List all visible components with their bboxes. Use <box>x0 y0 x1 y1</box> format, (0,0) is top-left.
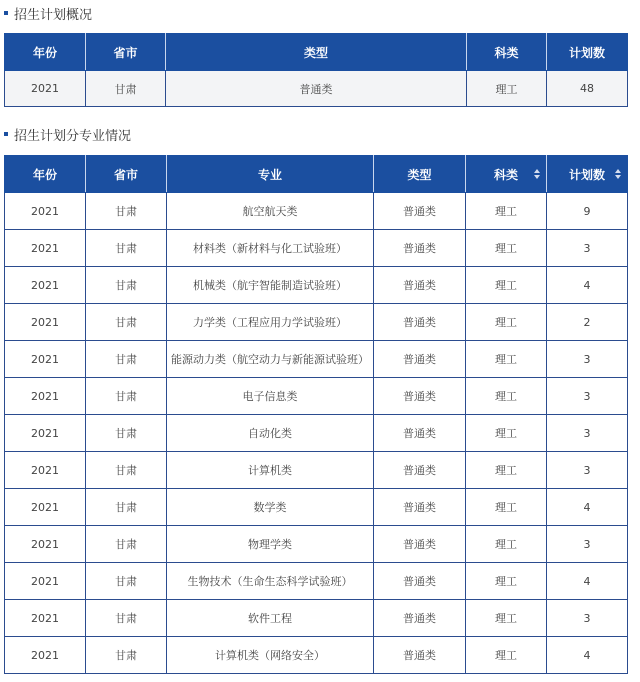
table-row <box>5 230 628 267</box>
cell-major: 材料类（新材料与化工试验班） <box>167 230 374 267</box>
table-row <box>5 452 628 489</box>
cell-year: 2021 <box>5 304 86 341</box>
cell-province: 甘肃 <box>86 637 167 674</box>
cell-province: 甘肃 <box>86 452 167 489</box>
cell-category: 理工 <box>466 230 547 267</box>
header-plan-count-sortable[interactable] <box>547 156 628 193</box>
cell-type: 普通类 <box>166 71 467 107</box>
cell-type: 普通类 <box>374 378 466 415</box>
header-year: 年份 <box>5 156 86 193</box>
cell-province: 甘肃 <box>86 600 167 637</box>
cell-plan-count: 3 <box>547 230 628 267</box>
cell-year: 2021 <box>5 637 86 674</box>
cell-plan-count: 9 <box>547 193 628 230</box>
cell-type: 普通类 <box>374 526 466 563</box>
cell-province: 甘肃 <box>86 563 167 600</box>
cell-year: 2021 <box>5 230 86 267</box>
cell-province: 甘肃 <box>86 415 167 452</box>
header-type: 类型 <box>374 156 466 193</box>
cell-type: 普通类 <box>374 563 466 600</box>
cell-major: 力学类（工程应用力学试验班） <box>167 304 374 341</box>
cell-province: 甘肃 <box>86 267 167 304</box>
table-row <box>5 489 628 526</box>
square-bullet-icon <box>4 132 8 136</box>
header-plan-count-label: 计划数 <box>568 167 605 182</box>
table-row <box>5 193 628 230</box>
cell-category: 理工 <box>466 415 547 452</box>
cell-plan-count: 4 <box>547 563 628 600</box>
cell-plan-count: 2 <box>547 304 628 341</box>
header-type: 类型 <box>166 34 467 71</box>
table-row <box>5 526 628 563</box>
table-row <box>5 267 628 304</box>
cell-category: 理工 <box>466 600 547 637</box>
cell-type: 普通类 <box>374 341 466 378</box>
majors-header-row <box>5 156 628 193</box>
header-province: 省市 <box>86 34 166 71</box>
summary-header-row <box>5 34 628 71</box>
cell-province: 甘肃 <box>86 341 167 378</box>
table-row <box>5 600 628 637</box>
cell-plan-count: 4 <box>547 267 628 304</box>
cell-category: 理工 <box>466 378 547 415</box>
table-row <box>5 563 628 600</box>
cell-year: 2021 <box>5 489 86 526</box>
header-major: 专业 <box>167 156 374 193</box>
summary-table <box>4 33 628 107</box>
table-row <box>5 341 628 378</box>
cell-plan-count: 3 <box>547 341 628 378</box>
summary-title-text: 招生计划概况 <box>14 7 93 23</box>
cell-plan-count: 3 <box>547 526 628 563</box>
cell-category: 理工 <box>466 452 547 489</box>
cell-province: 甘肃 <box>86 193 167 230</box>
cell-major: 物理学类 <box>167 526 374 563</box>
cell-year: 2021 <box>5 71 86 107</box>
cell-category: 理工 <box>466 637 547 674</box>
cell-plan-count: 4 <box>547 489 628 526</box>
table-row <box>5 71 628 107</box>
cell-year: 2021 <box>5 193 86 230</box>
cell-year: 2021 <box>5 600 86 637</box>
cell-year: 2021 <box>5 415 86 452</box>
cell-major: 自动化类 <box>167 415 374 452</box>
cell-type: 普通类 <box>374 267 466 304</box>
table-row <box>5 415 628 452</box>
cell-plan-count: 3 <box>547 415 628 452</box>
cell-major: 软件工程 <box>167 600 374 637</box>
cell-plan-count: 3 <box>547 452 628 489</box>
cell-major: 能源动力类（航空动力与新能源试验班） <box>167 341 374 378</box>
cell-year: 2021 <box>5 452 86 489</box>
header-category-label: 科类 <box>493 167 518 182</box>
square-bullet-icon <box>4 11 8 15</box>
header-category-sortable[interactable] <box>466 156 547 193</box>
cell-category: 理工 <box>466 304 547 341</box>
cell-plan-count: 48 <box>547 71 628 107</box>
header-province: 省市 <box>86 156 167 193</box>
summary-section-title <box>4 3 92 23</box>
cell-major: 生物技术（生命生态科学试验班） <box>167 563 374 600</box>
cell-year: 2021 <box>5 341 86 378</box>
cell-category: 理工 <box>466 267 547 304</box>
cell-plan-count: 3 <box>547 600 628 637</box>
cell-category: 理工 <box>466 563 547 600</box>
cell-category: 理工 <box>466 489 547 526</box>
cell-province: 甘肃 <box>86 378 167 415</box>
cell-major: 航空航天类 <box>167 193 374 230</box>
cell-type: 普通类 <box>374 193 466 230</box>
cell-major: 计算机类 <box>167 452 374 489</box>
sort-icon[interactable] <box>534 169 540 179</box>
cell-province: 甘肃 <box>86 230 167 267</box>
header-plan-count: 计划数 <box>547 34 628 71</box>
cell-type: 普通类 <box>374 600 466 637</box>
cell-major: 数学类 <box>167 489 374 526</box>
cell-type: 普通类 <box>374 452 466 489</box>
cell-year: 2021 <box>5 267 86 304</box>
cell-category: 理工 <box>466 526 547 563</box>
cell-category: 理工 <box>466 341 547 378</box>
header-category: 科类 <box>467 34 547 71</box>
cell-major: 电子信息类 <box>167 378 374 415</box>
table-row <box>5 304 628 341</box>
cell-type: 普通类 <box>374 637 466 674</box>
cell-province: 甘肃 <box>86 71 166 107</box>
header-year: 年份 <box>5 34 86 71</box>
majors-section-title <box>4 124 131 144</box>
cell-category: 理工 <box>466 193 547 230</box>
cell-type: 普通类 <box>374 230 466 267</box>
table-row <box>5 637 628 674</box>
sort-icon[interactable] <box>615 169 621 179</box>
cell-year: 2021 <box>5 378 86 415</box>
majors-title-text: 招生计划分专业情况 <box>14 128 132 144</box>
cell-major: 计算机类（网络安全） <box>167 637 374 674</box>
cell-major: 机械类（航宇智能制造试验班） <box>167 267 374 304</box>
cell-province: 甘肃 <box>86 489 167 526</box>
table-row <box>5 378 628 415</box>
cell-year: 2021 <box>5 526 86 563</box>
cell-category: 理工 <box>467 71 547 107</box>
majors-table <box>4 155 628 674</box>
cell-province: 甘肃 <box>86 304 167 341</box>
cell-province: 甘肃 <box>86 526 167 563</box>
cell-type: 普通类 <box>374 415 466 452</box>
cell-plan-count: 4 <box>547 637 628 674</box>
cell-plan-count: 3 <box>547 378 628 415</box>
cell-year: 2021 <box>5 563 86 600</box>
cell-type: 普通类 <box>374 304 466 341</box>
cell-type: 普通类 <box>374 489 466 526</box>
